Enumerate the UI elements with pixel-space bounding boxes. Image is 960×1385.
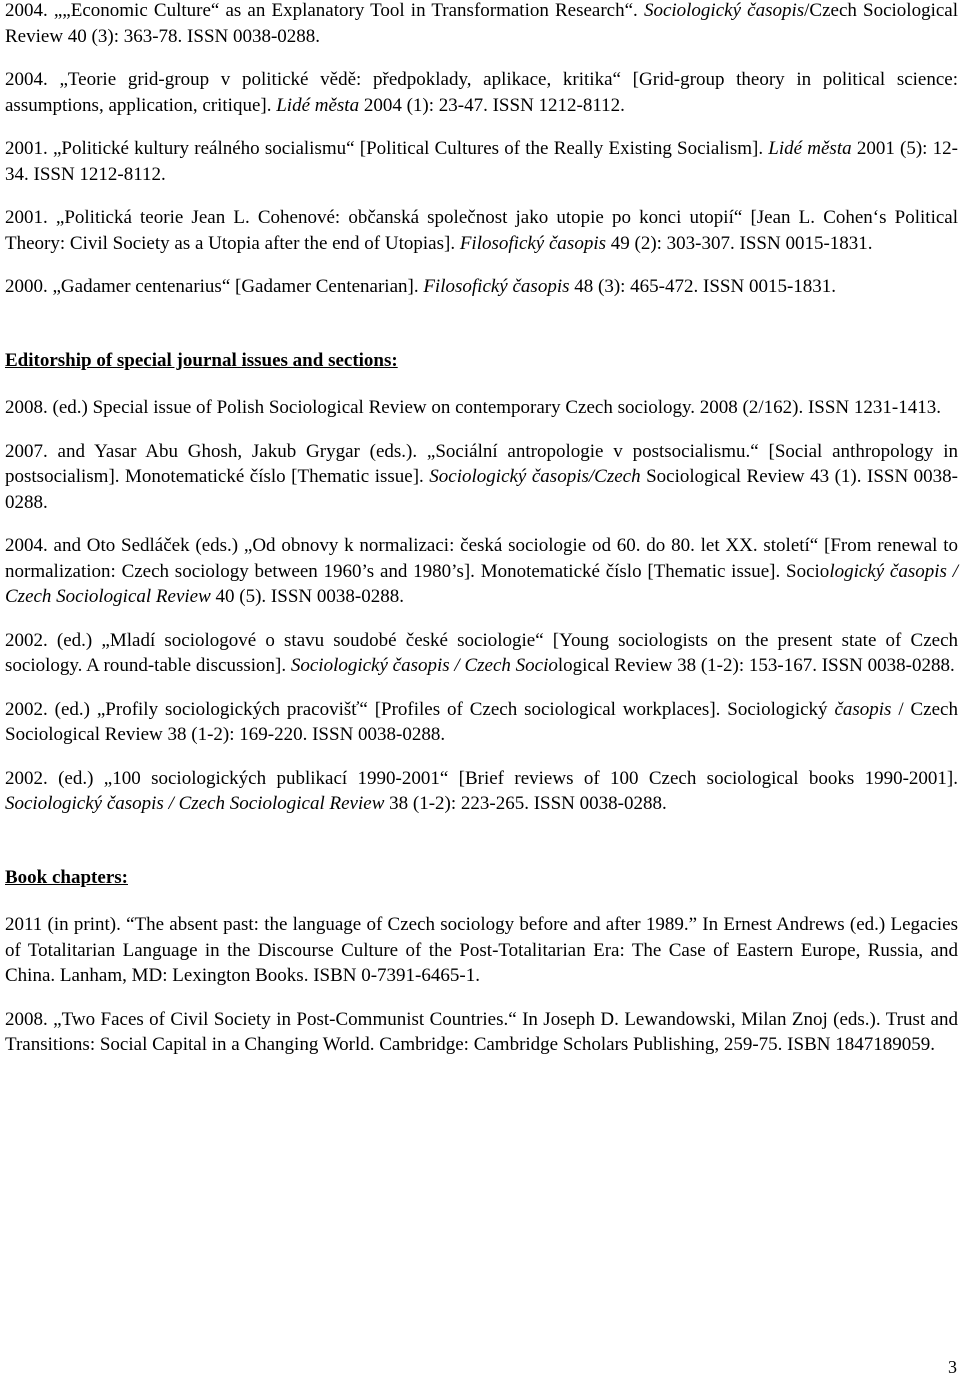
- book-chapter-entry: [5, 912, 958, 989]
- text-run: 2007. and Yasar Abu Ghosh, Jakub Grygar (eds.). „Sociální antropologie v postsocialismu.“ [Social anthropology in postsocialism]. Monotematické číslo [Thematic issue].: [5, 440, 958, 487]
- text-run: 2004. „„Economic Culture“ as an Explanatory Tool in Transformation Research“.: [5, 0, 644, 21]
- journal-articles-list: [5, 0, 958, 300]
- text-run: 2002. (ed.) „100 sociologických publikací 1990-2001“ [Brief reviews of 100 Czech sociological books 1990-2001].: [5, 767, 958, 789]
- editorship-section: [5, 348, 958, 817]
- text-run: 2011 (in print). “The absent past: the language of Czech sociology before and after 1989.” In Ernest Andrews (ed.) Legacies of Totalitarian Language in the Discourse Culture of the Post-Totalitarian Era: The Case of Eastern Europe, Russia, and China. Lanham, MD: Lexington Books. ISBN 0-7391-6465-1.: [5, 914, 958, 986]
- text-run: 2001. „Politické kultury reálného socialismu“ [Political Cultures of the Really Existing Socialism].: [5, 138, 769, 159]
- italic-text-run: Sociologický časopis / Czech Sociological Review: [5, 793, 385, 814]
- article-entry: [5, 0, 958, 49]
- text-run: 40 (5). ISSN 0038-0288.: [210, 586, 404, 607]
- italic-text-run: Filosofický časopis: [423, 276, 570, 297]
- editorship-entry: [5, 697, 958, 748]
- text-run: 2002. (ed.) „Mladí sociologové o stavu soudobé české sociologie“ [Young sociologists on the present state of Czech sociology. A round-table discussion].: [5, 629, 958, 676]
- text-run: 2004. and Oto Sedláček (eds.) „Od obnovy k normalizaci: česká sociologie od 60. do 80. let XX. století“ [From renewal to normalization: Czech sociology between 1960’s and 1980’s]. Monotematické číslo [Thematic issue]. Socio: [5, 535, 958, 582]
- text-run: logical Review 38 (1-2): 153-167. ISSN 0038-0288.: [557, 655, 955, 676]
- cv-page: [5, 0, 958, 1076]
- text-run: 2002. (ed.) „Profily sociologických pracovišť“ [Profiles of Czech sociological workplaces]. Sociologický: [5, 698, 835, 720]
- text-run: 2000. „Gadamer centenarius“ [Gadamer Centenarian].: [5, 276, 424, 297]
- text-run: 2004 (1): 23-47. ISSN 1212-8112.: [359, 94, 625, 116]
- editorship-entry: [5, 766, 958, 817]
- editorship-entry: [5, 533, 958, 610]
- text-run: 2001. „Politická teorie Jean L. Cohenové: občanská společnost jako utopie po konci utopií“ [Jean L. Cohen‘s Political Theory: Civil Society as a Utopia after the end of Utopias].: [5, 207, 958, 254]
- italic-text-run: Sociologický časopis / Czech Socio: [290, 655, 558, 676]
- book-chapters-section: [5, 865, 958, 1058]
- italic-text-run: Sociologický časopis: [643, 0, 805, 21]
- editorship-entry: [5, 628, 958, 679]
- italic-text-run: Sociologický časopis/Czech: [429, 466, 641, 487]
- italic-text-run: Filosofický časopis: [459, 232, 606, 254]
- text-run: 48 (3): 465-472. ISSN 0015-1831.: [569, 276, 837, 297]
- text-run: 2008. „Two Faces of Civil Society in Post-Communist Countries.“ In Joseph D. Lewandowski, Milan Znoj (eds.). Trust and Transitions: Social Capital in a Changing World. Cambridge: Cambridge Scholars Publishing, 259-75. ISBN 1847189059.: [5, 1008, 958, 1055]
- book-chapter-entry: [5, 1007, 958, 1058]
- text-run: 2008. (ed.) Special issue of Polish Sociological Review on contemporary Czech sociology. 2008 (2/162). ISSN 1231-1413.: [5, 397, 941, 418]
- editorship-entry: [5, 395, 958, 421]
- italic-text-run: Lidé města: [768, 138, 852, 159]
- editorship-entry: [5, 439, 958, 516]
- section-heading-editorship: Editorship of special journal issues and sections:: [5, 349, 398, 371]
- article-entry: [5, 205, 958, 256]
- text-run: 38 (1-2): 223-265. ISSN 0038-0288.: [384, 793, 667, 814]
- text-run: / Czech Sociological Review 38 (1-2): 169-220. ISSN 0038-0288.: [5, 698, 958, 745]
- text-run: Sociological Review 43 (1). ISSN 0038-0288.: [5, 466, 959, 513]
- article-entry: [5, 274, 958, 300]
- italic-text-run: logický časopis / Czech Sociological Review: [5, 560, 958, 607]
- italic-text-run: Lidé města: [276, 94, 360, 116]
- text-run: 2004. „Teorie grid-group v politické vědě: předpoklady, aplikace, kritika“ [Grid-group theory in political science: assumptions, application, critique].: [5, 69, 958, 116]
- article-entry: [5, 67, 958, 118]
- page-number: 3: [948, 1357, 957, 1377]
- section-heading-book-chapters: Book chapters:: [5, 866, 128, 888]
- text-run: /Czech Sociological Review 40 (3): 363-78. ISSN 0038-0288.: [5, 0, 958, 47]
- italic-text-run: časopis: [834, 698, 892, 720]
- text-run: 2001 (5): 12-34. ISSN 1212-8112.: [5, 138, 958, 185]
- article-entry: [5, 136, 958, 187]
- text-run: 49 (2): 303-307. ISSN 0015-1831.: [606, 232, 873, 254]
